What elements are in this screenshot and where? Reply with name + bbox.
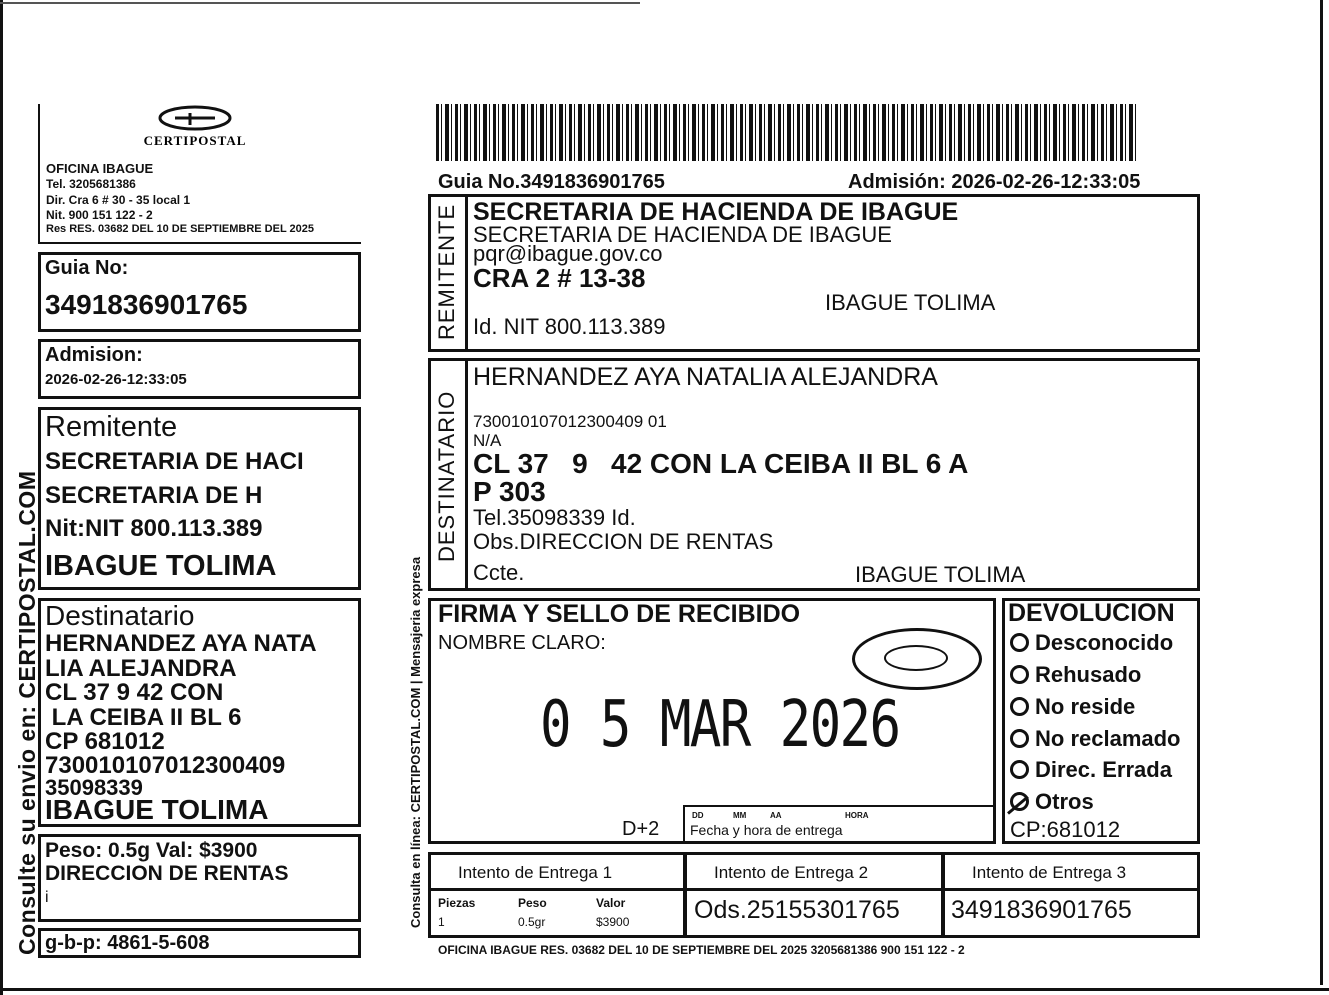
frame-right-line (1320, 0, 1323, 985)
destinatario-l1: HERNANDEZ AYA NATALIA ALEJANDRA (473, 363, 938, 391)
fecha-label: Fecha y hora de entrega (690, 822, 843, 838)
footer-text: OFICINA IBAGUE RES. 03682 DEL 10 DE SEPTIEMBRE DEL 2025 3205681386 900 151 122 - 2 (438, 943, 965, 957)
header-admision: Admisión: 2026-02-26-12:33:05 (848, 171, 1141, 193)
devolucion-title: DEVOLUCION (1008, 599, 1175, 627)
valor-label: Valor (596, 896, 626, 910)
frame-top-line (0, 2, 640, 4)
destinatario-city: IBAGUE TOLIMA (855, 562, 1026, 587)
devolucion-opt2[interactable] (1010, 664, 1141, 686)
radio-icon[interactable] (1010, 665, 1029, 684)
piezas-label: Piezas (438, 896, 476, 910)
fecha-aa: AA (770, 811, 782, 820)
remitente-side-label: REMITENTE (434, 203, 459, 340)
remitente-left-l4: IBAGUE TOLIMA (45, 550, 277, 582)
destinatario-left-l5: CP 681012 (45, 728, 165, 755)
piezas-value: 1 (438, 915, 445, 929)
destinatario-l7: Obs.DIRECCION DE RENTAS (473, 529, 774, 554)
destinatario-l6: Tel.35098339 Id. (473, 505, 636, 530)
svg-text:CERTIPOSTAL: CERTIPOSTAL (143, 133, 247, 148)
office-line2: Tel. 3205681386 (46, 177, 136, 191)
devolucion-opt3-label: No reside (1035, 694, 1136, 719)
d2-label: D+2 (622, 818, 660, 840)
guia-label: Guia No: (45, 257, 129, 279)
remitente-l4: CRA 2 # 13-38 (473, 263, 646, 293)
destinatario-left-l7: 35098339 (45, 775, 143, 800)
remitente-left-title: Remitente (45, 411, 178, 443)
office-line3: Dir. Cra 6 # 30 - 35 local 1 (46, 193, 191, 207)
remitente-side-divider (465, 194, 468, 352)
intentos-divider (428, 888, 1200, 891)
recibido-seal-inner-icon (884, 645, 948, 671)
destinatario-left-l2: LIA ALEJANDRA (45, 655, 237, 682)
devolucion-opt6-label: Otros (1035, 789, 1094, 814)
destinatario-left-l6: 730010107012300409 (45, 752, 286, 779)
destinatario-left-l3: CL 37 9 42 CON (45, 679, 224, 706)
destinatario-left-l4: LA CEIBA II BL 6 (45, 704, 242, 731)
remitente-l3: pqr@ibague.gov.co (473, 241, 663, 266)
firma-title: FIRMA Y SELLO DE RECIBIDO (438, 600, 801, 628)
peso-line1: Peso: 0.5g Val: $3900 (45, 839, 258, 862)
frame-left-line (0, 0, 3, 995)
devolucion-opt5[interactable] (1010, 759, 1172, 781)
destinatario-l5: P 303 (473, 476, 546, 507)
guia-value: 3491836901765 (45, 289, 248, 320)
destinatario-left-l8: IBAGUE TOLIMA (45, 794, 269, 825)
devolucion-cp: CP:681012 (1010, 817, 1121, 842)
radio-icon[interactable] (1010, 760, 1029, 779)
intento-3-guia: 3491836901765 (951, 896, 1132, 924)
radio-icon[interactable] (1010, 697, 1029, 716)
remitente-left-l1: SECRETARIA DE HACI (45, 448, 304, 475)
ods-value: Ods.25155301765 (694, 896, 900, 924)
firma-nombre-label: NOMBRE CLARO: (438, 632, 606, 654)
fecha-mm: MM (733, 811, 747, 820)
intento-3-label: Intento de Entrega 3 (972, 863, 1127, 882)
office-line5: Res RES. 03682 DEL 10 DE SEPTIEMBRE DEL 2025 (46, 223, 314, 235)
devolucion-opt3[interactable] (1010, 696, 1135, 718)
remitente-left-l3: Nit:NIT 800.113.389 (45, 515, 263, 542)
barcode (436, 104, 1136, 161)
certipostal-logo-icon (110, 105, 290, 153)
destinatario-l2: 730010107012300409 01 (473, 412, 667, 431)
valor-value: $3900 (596, 915, 630, 929)
devolucion-opt4[interactable] (1010, 728, 1181, 750)
code-value: g-b-p: 4861-5-608 (45, 932, 210, 954)
peso-line3: i (45, 889, 49, 906)
peso-value: 0.5gr (518, 915, 546, 929)
destinatario-left-title: Destinatario (45, 600, 195, 631)
remitente-nit: Id. NIT 800.113.389 (473, 314, 666, 339)
office-line1: OFICINA IBAGUE (46, 161, 154, 176)
remitente-city: IBAGUE TOLIMA (825, 290, 996, 315)
radio-icon[interactable] (1010, 633, 1029, 652)
admision-value: 2026-02-26-12:33:05 (45, 371, 187, 388)
devolucion-opt5-label: Direc. Errada (1035, 757, 1172, 782)
devolucion-opt2-label: Rehusado (1035, 662, 1142, 687)
destinatario-l3: N/A (473, 431, 502, 450)
peso-label: Peso (518, 896, 547, 910)
date-stamp: 0 5 MAR 2026 (540, 688, 900, 762)
consulta-vertical-text: Consulta en línea: CERTIPOSTAL.COM | Mensajeria expresa (408, 556, 423, 928)
remitente-left-l2: SECRETARIA DE H (45, 482, 263, 509)
logo (110, 105, 290, 153)
destinatario-left-l1: HERNANDEZ AYA NATA (45, 630, 317, 657)
admision-label: Admision: (45, 344, 143, 366)
peso-line2: DIRECCION DE RENTAS (45, 862, 289, 885)
intento-2-label: Intento de Entrega 2 (714, 863, 869, 882)
remitente-l2: SECRETARIA DE HACIENDA DE IBAGUE (473, 222, 892, 247)
radio-icon[interactable] (1010, 729, 1029, 748)
header-guia: Guia No.3491836901765 (438, 171, 665, 193)
office-line4: Nit. 900 151 122 - 2 (46, 208, 153, 222)
destinatario-side-divider (465, 358, 468, 591)
fecha-hora: HORA (845, 811, 869, 820)
devolucion-opt1[interactable] (1010, 632, 1173, 654)
intento-1-label: Intento de Entrega 1 (458, 863, 613, 882)
destinatario-side-label: DESTINATARIO (434, 390, 459, 562)
frame-bottom-line (0, 988, 1329, 991)
consulte-vertical-text: Consulte su envio en: CERTIPOSTAL.COM (14, 470, 40, 955)
destinatario-l4: CL 37 9 42 CON LA CEIBA II BL 6 A (473, 448, 969, 479)
devolucion-opt4-label: No reclamado (1035, 726, 1181, 751)
fecha-dd: DD (692, 811, 704, 820)
remitente-l1: SECRETARIA DE HACIENDA DE IBAGUE (473, 198, 959, 226)
destinatario-l8: Ccte. (473, 560, 525, 585)
devolucion-opt1-label: Desconocido (1035, 630, 1174, 655)
